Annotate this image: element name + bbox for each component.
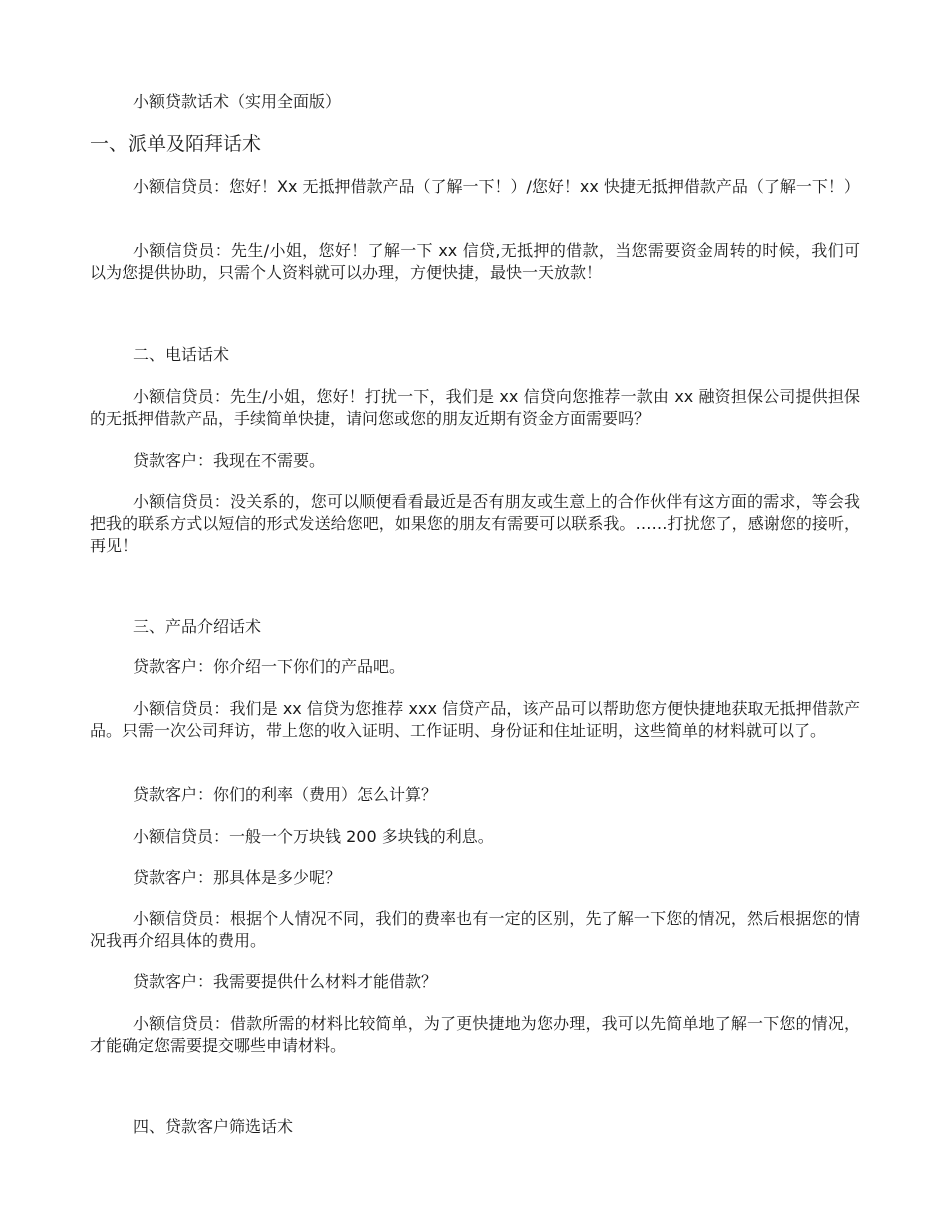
paragraph: 小额信贷员：先生/小姐，您好！了解一下 xx 信贷,无抵押的借款，当您需要资金周转的时候，我们可以为您提供协助，只需个人资料就可以办理，方便快捷，最快一天放款！ xyxy=(90,241,860,282)
paragraph: 贷款客户：那具体是多少呢？ xyxy=(133,868,342,887)
paragraph: 小额信贷员：先生/小姐，您好！打扰一下，我们是 xx 信贷向您推荐一款由 xx 融资担保公司提供担保的无抵押借款产品，手续简单快捷，请问您或您的朋友近期有资金方面需要吗？ xyxy=(90,387,860,428)
paragraph: 小额信贷员：您好！Xx 无抵押借款产品（了解一下！）/您好！xx 快捷无抵押借款产品（了解一下！） xyxy=(133,177,860,196)
paragraph: 小额信贷员：借款所需的材料比较简单，为了更快捷地为您办理，我可以先简单地了解一下您的情况，才能确定您需要提交哪些申请材料。 xyxy=(90,1014,860,1055)
document-title: 小额贷款话术（实用全面版） xyxy=(133,92,342,111)
paragraph: 小额信贷员：我们是 xx 信贷为您推荐 xxx 信贷产品，该产品可以帮助您方便快捷地获取无抵押借款产品。只需一次公司拜访，带上您的收入证明、工作证明、身份证和住址证明，这些简单的材料就可以了。 xyxy=(90,699,860,740)
paragraph: 贷款客户：我需要提供什么材料才能借款？ xyxy=(133,972,438,991)
paragraph: 贷款客户：你们的利率（费用）怎么计算？ xyxy=(133,785,438,804)
paragraph: 贷款客户：你介绍一下你们的产品吧。 xyxy=(133,657,406,676)
paragraph: 小额信贷员：没关系的，您可以顺便看看最近是否有朋友或生意上的合作伙伴有这方面的需求，等会我把我的联系方式以短信的形式发送给您吧，如果您的朋友有需要可以联系我。……打扰您了，感谢您的接听，再见！ xyxy=(90,492,860,555)
section-heading-screening: 四、贷款客户筛选话术 xyxy=(133,1117,294,1136)
paragraph: 小额信贷员：根据个人情况不同，我们的费率也有一定的区别，先了解一下您的情况，然后根据您的情况我再介绍具体的费用。 xyxy=(90,909,860,950)
section-heading-product: 三、产品介绍话术 xyxy=(133,617,262,636)
paragraph: 小额信贷员：一般一个万块钱 200 多块钱的利息。 xyxy=(133,827,494,846)
paragraph: 贷款客户：我现在不需要。 xyxy=(133,451,326,470)
section-heading-phone: 二、电话话术 xyxy=(133,345,230,364)
section-heading-dispatch: 一、派单及陌拜话术 xyxy=(90,133,262,155)
